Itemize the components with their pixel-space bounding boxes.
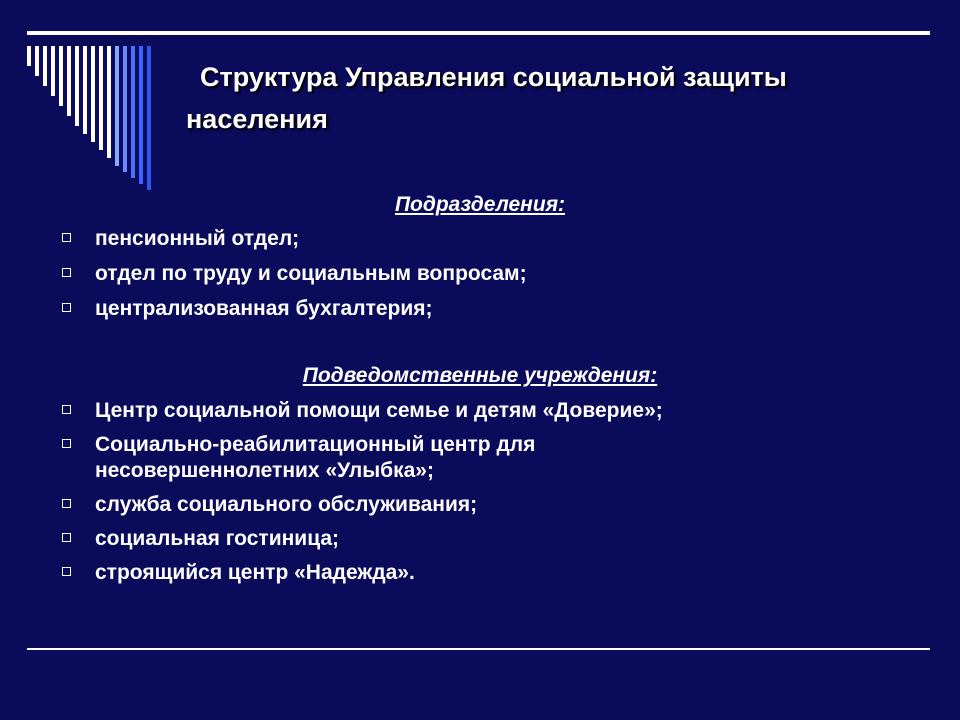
stripe (131, 46, 135, 178)
list-item (60, 560, 920, 586)
stripe (99, 46, 103, 150)
stripe (147, 46, 151, 190)
stripe (35, 46, 39, 76)
list-item-text: централизованная бухгалтерия; (95, 297, 433, 320)
list-item-text: социальная гостиница; (95, 527, 340, 550)
section-heading-subdivisions (0, 193, 960, 217)
stripe (51, 46, 55, 96)
list-item-text: строящийся центр «Надежда». (95, 561, 415, 584)
list-item-text: Центр социальной помощи семье и детям «Доверие»; (95, 399, 663, 422)
section-heading-institutions-text: Подведомственные учреждения: (302, 364, 658, 387)
square-bullet-icon (62, 268, 71, 277)
list-item (60, 398, 920, 424)
section-heading-institutions (0, 364, 960, 388)
stripe (115, 46, 119, 166)
square-bullet-icon (62, 439, 71, 448)
list-item-text: Социально-реабилитационный центр для несовершеннолетних «Улыбка»; (95, 433, 536, 482)
square-bullet-icon (62, 405, 71, 414)
stripe (83, 46, 87, 134)
section-heading-subdivisions-text: Подразделения: (394, 193, 566, 216)
square-bullet-icon (62, 567, 71, 576)
list-item (60, 526, 920, 552)
stripe (67, 46, 71, 116)
stripe (91, 46, 95, 142)
square-bullet-icon (62, 303, 71, 312)
stripe (59, 46, 63, 106)
list-item (60, 432, 695, 484)
slide-title-line1: Структура Управления социальной защиты (200, 62, 787, 92)
stripe (123, 46, 127, 172)
square-bullet-icon (62, 233, 71, 242)
list-item-text: отдел по труду и социальным вопросам; (95, 262, 527, 285)
stripe (139, 46, 143, 184)
square-bullet-icon (62, 499, 71, 508)
stripe (107, 46, 111, 158)
stripe (27, 46, 31, 66)
decorative-stripes (0, 0, 170, 200)
stripe (43, 46, 47, 86)
square-bullet-icon (62, 533, 71, 542)
subdivisions-list (60, 226, 920, 322)
slide-title (186, 56, 926, 140)
list-item (60, 296, 920, 322)
slide-title-line2: населения (186, 104, 328, 134)
list-item (60, 226, 920, 252)
list-item-text: служба социального обслуживания; (95, 493, 478, 516)
stripe (75, 46, 79, 126)
bottom-divider-line (27, 648, 930, 650)
list-item (60, 261, 920, 287)
list-item-text: пенсионный отдел; (95, 227, 300, 250)
institutions-list (60, 398, 920, 586)
list-item (60, 492, 920, 518)
